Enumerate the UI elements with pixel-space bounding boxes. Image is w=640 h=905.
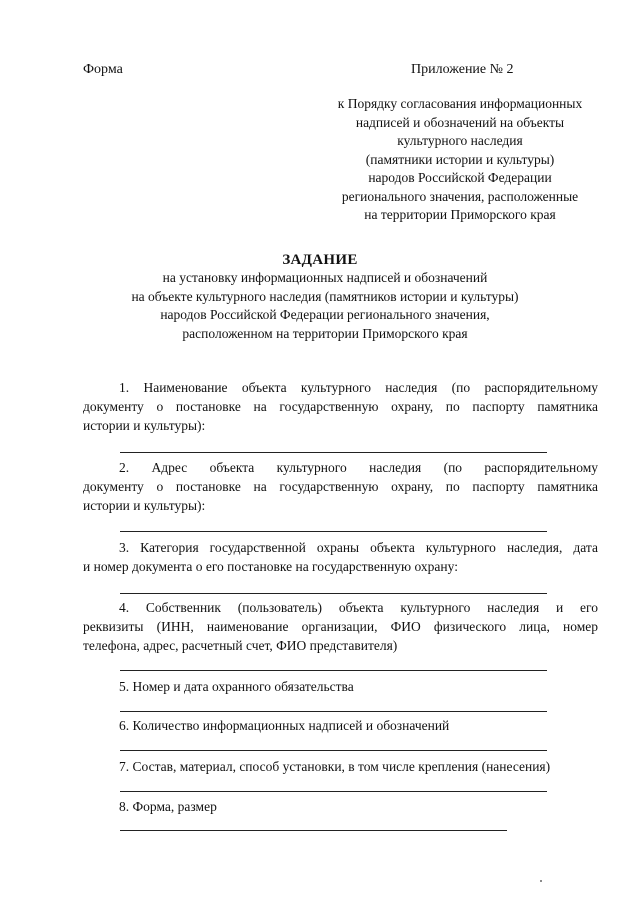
appendix-line: регионального значения, расположенные (341, 188, 579, 204)
item-line: 5. Номер и дата охранного обязательства (119, 679, 354, 694)
task-subtitle-line: на объекте культурного наследия (памятников истории и культуры) (131, 288, 519, 304)
item-4-text (83, 598, 598, 655)
item-line: телефона, адрес, расчетный счет, ФИО представителя) (83, 638, 398, 653)
item-line: документу о постановке на государственную охрану, по паспорту памятника (83, 479, 598, 494)
item-3-text (83, 538, 598, 576)
item-3-fill-line[interactable] (120, 593, 547, 594)
item-line: 1. Наименование объекта культурного наследия (по распорядительному (119, 380, 598, 395)
item-8-fill-line[interactable] (120, 830, 507, 831)
item-5-fill-line[interactable] (120, 711, 547, 712)
item-1-fill-line[interactable] (120, 452, 547, 453)
item-line: и номер документа о его постановке на государственную охрану: (83, 559, 458, 574)
item-line: истории и культуры): (83, 498, 206, 513)
item-6-fill-line[interactable] (120, 750, 547, 751)
item-4-fill-line[interactable] (120, 670, 547, 671)
item-line: документу о постановке на государственную охрану, по паспорту памятника (83, 399, 598, 414)
appendix-line: на территории Приморского края (364, 207, 556, 222)
item-line: 6. Количество информационных надписей и обозначений (119, 718, 450, 733)
item-5-text (83, 677, 598, 696)
appendix-line: культурного наследия (397, 133, 523, 148)
appendix-line: надписей и обозначений на объекты (355, 114, 565, 130)
item-line: реквизиты (ИНН, наименование организации, ФИО физического лица, номер (83, 619, 598, 634)
item-7-fill-line[interactable] (120, 791, 547, 792)
item-8-text (83, 797, 598, 816)
task-subtitle-line: расположенном на территории Приморского края (182, 325, 468, 341)
item-7-text (83, 757, 598, 776)
item-1-text (83, 378, 598, 435)
item-line: 4. Собственник (пользователь) объекта культурного наследия и его (119, 600, 598, 615)
item-line: 2. Адрес объекта культурного наследия (по распорядительному (119, 460, 598, 475)
task-subtitle-line: на установку информационных надписей и обозначений (162, 270, 488, 285)
form-label: Форма (83, 62, 123, 77)
appendix-line: народов Российской Федерации (368, 170, 552, 185)
appendix-line: к Порядку согласования информационных (337, 96, 583, 111)
item-line: истории и культуры): (83, 418, 206, 433)
task-title: ЗАДАНИЕ (282, 252, 358, 268)
item-2-fill-line[interactable] (120, 531, 547, 532)
item-2-text (83, 458, 598, 515)
task-subtitle-line: народов Российской Федерации регионального значения, (160, 307, 490, 322)
item-line: 8. Форма, размер (119, 799, 217, 814)
appendix-line: (памятники истории и культуры) (365, 151, 555, 167)
appendix-description (310, 95, 610, 225)
item-line: 3. Категория государственной охраны объекта культурного наследия, дата (119, 540, 598, 555)
appendix-title: Приложение № 2 (411, 62, 514, 77)
task-subtitle (100, 269, 550, 343)
item-line: 7. Состав, материал, способ установки, в том числе крепления (нанесения) (119, 759, 551, 774)
scan-speck (540, 880, 542, 882)
item-6-text (83, 716, 598, 735)
